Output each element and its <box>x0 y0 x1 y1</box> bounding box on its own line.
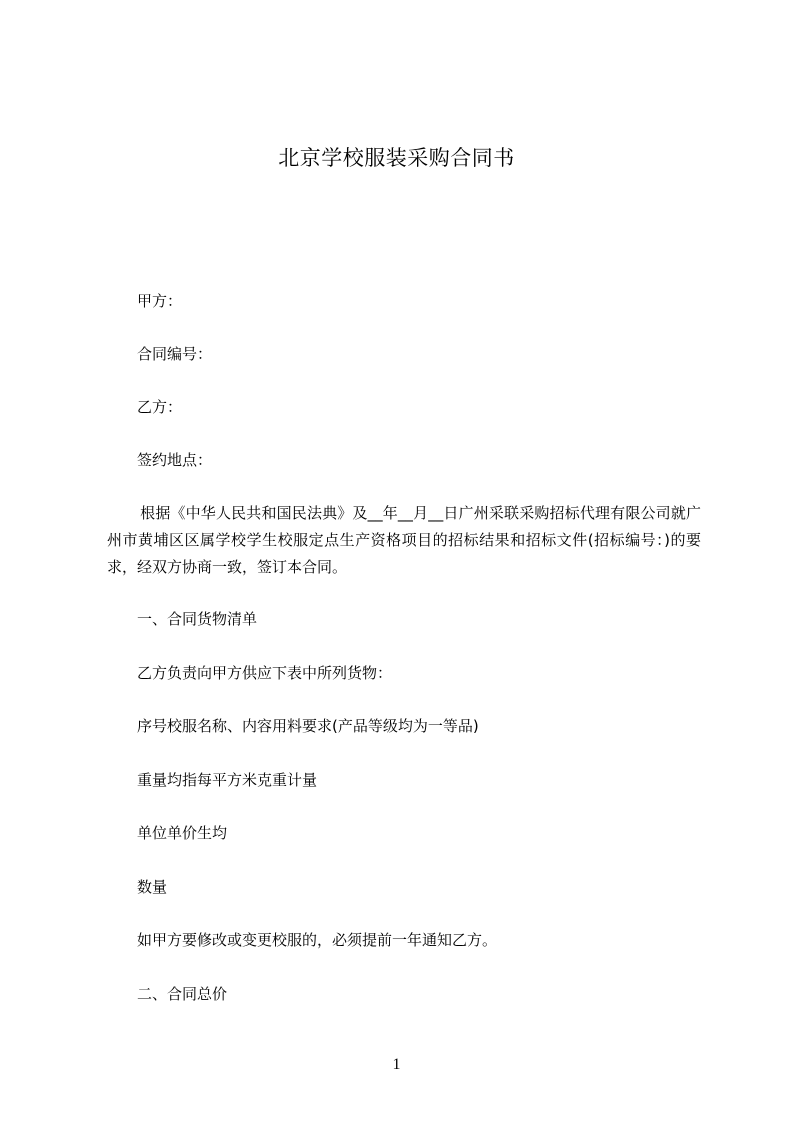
section-1-line: 单位单价生均 <box>137 824 228 842</box>
party-b-field: 乙方： <box>137 398 183 416</box>
page-title: 北京学校服装采购合同书 <box>278 146 515 170</box>
section-1-line: 数量 <box>137 878 168 896</box>
section-1-heading: 一、合同货物清单 <box>137 610 258 628</box>
section-1-line: 序号校服名称、内容用料要求(产品等级均为一等品) <box>137 717 479 735</box>
section-1-line: 乙方负责向甲方供应下表中所列货物： <box>137 664 393 682</box>
intro-paragraph <box>107 500 701 581</box>
intro-paragraph-text: 根据《中华人民共和国民法典》及__年__月__日广州采联采购招标代理有限公司就广州市黄埔区区属学校学生校服定点生产资格项目的招标结果和招标文件(招标编号：)的要求，经双方协商一致，签订本合同。 <box>107 504 701 576</box>
contract-number-field: 合同编号： <box>137 345 213 363</box>
page-number: 1 <box>392 1056 401 1073</box>
party-a-field: 甲方： <box>137 292 183 310</box>
section-1-line: 重量均指每平方米克重计量 <box>137 771 318 789</box>
signing-place-field: 签约地点： <box>137 451 213 469</box>
section-1-line: 如甲方要修改或变更校服的，必须提前一年通知乙方。 <box>137 931 498 949</box>
section-2-heading: 二、合同总价 <box>137 985 228 1003</box>
